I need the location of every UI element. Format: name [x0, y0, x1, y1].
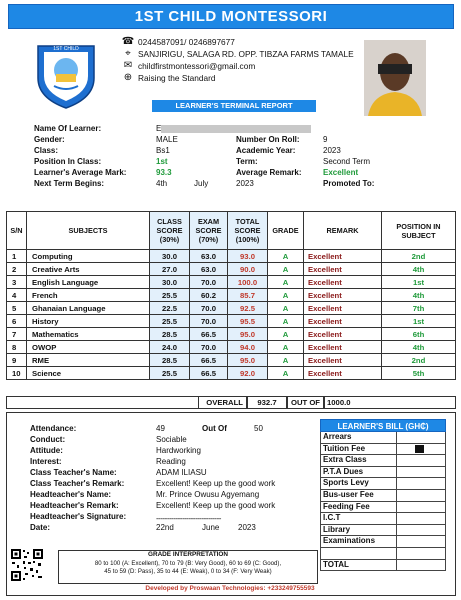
row-subject: History — [27, 315, 150, 328]
row-subject: French — [27, 289, 150, 302]
row-exam-score: 66.5 — [190, 328, 228, 341]
row-class-score: 30.0 — [150, 250, 190, 263]
exam-score-header: EXAM SCORE (70%) — [190, 212, 228, 250]
row-class-score: 25.5 — [150, 367, 190, 380]
row-subject: Computing — [27, 250, 150, 263]
name-label: Name Of Learner: — [34, 124, 102, 133]
row-exam-score: 60.2 — [190, 289, 228, 302]
bill-item-label: Arrears — [321, 432, 397, 443]
row-position: 4th — [382, 341, 456, 354]
row-grade: A — [268, 341, 304, 354]
row-sn: 6 — [7, 315, 27, 328]
row-exam-score: 63.0 — [190, 250, 228, 263]
number-on-roll-value: 9 — [323, 135, 328, 144]
row-remark: Excellent — [304, 367, 382, 380]
row-class-score: 25.5 — [150, 289, 190, 302]
row-position: 4th — [382, 263, 456, 276]
location-pin-icon: ⌖ — [125, 48, 131, 59]
bill-row — [320, 502, 446, 514]
bill-item-amount — [397, 560, 445, 571]
row-position: 1st — [382, 315, 456, 328]
bill-item-amount — [397, 525, 445, 536]
bill-row — [320, 467, 446, 479]
row-subject: OWOP — [27, 341, 150, 354]
scores-table — [6, 211, 456, 380]
grade-interpretation-line2: 45 to 59 (D: Pass), 35 to 44 (E: Weak), 0 to 34 (F: Very Weak) — [104, 568, 272, 575]
row-grade: A — [268, 263, 304, 276]
table-row — [7, 341, 456, 354]
bill-item-label: Extra Class — [321, 455, 397, 466]
teacher-remark-value: Excellent! Keep up the good work — [156, 479, 276, 488]
row-total-score: 85.7 — [228, 289, 268, 302]
row-sn: 4 — [7, 289, 27, 302]
row-position: 5th — [382, 367, 456, 380]
bill-item-label: TOTAL — [321, 560, 397, 571]
school-phone: 0244587091/ 0246897677 — [138, 37, 235, 47]
row-remark: Excellent — [304, 263, 382, 276]
number-on-roll-label: Number On Roll: — [236, 135, 300, 144]
row-exam-score: 70.0 — [190, 315, 228, 328]
bill-item-amount — [397, 455, 445, 466]
school-email: childfirstmontessori@gmail.com — [138, 61, 256, 71]
report-title-banner: LEARNER'S TERMINAL REPORT — [152, 100, 316, 112]
learner-info — [34, 124, 444, 190]
table-row — [7, 250, 456, 263]
academic-year-value: 2023 — [323, 146, 341, 155]
row-remark: Excellent — [304, 341, 382, 354]
bill-item-label: I.C.T — [321, 513, 397, 524]
date-month: June — [202, 523, 220, 532]
out-of-value: 1000.0 — [324, 396, 456, 409]
table-row — [7, 315, 456, 328]
table-row — [7, 302, 456, 315]
bill-item-amount — [397, 490, 445, 501]
row-class-score: 22.5 — [150, 302, 190, 315]
svg-text:1ST CHILD: 1ST CHILD — [53, 46, 79, 52]
row-subject: Science — [27, 367, 150, 380]
row-position: 2nd — [382, 354, 456, 367]
remark-header: REMARK — [304, 212, 382, 250]
gender-label: Gender: — [34, 135, 65, 144]
signature-label: Headteacher's Signature: — [30, 512, 127, 521]
row-remark: Excellent — [304, 315, 382, 328]
overall-label: OVERALL — [198, 396, 247, 409]
bill-item-amount — [397, 444, 445, 455]
table-row — [7, 289, 456, 302]
learner-name-initial: E — [156, 124, 162, 133]
bill-item-amount — [397, 432, 445, 443]
total-score-header: TOTAL SCORE (100%) — [228, 212, 268, 250]
bill-row — [320, 548, 446, 560]
bill-row — [320, 444, 446, 456]
bill-item-amount — [397, 478, 445, 489]
table-row — [7, 328, 456, 341]
bill-item-label: P.T.A Dues — [321, 467, 397, 478]
developer-footer: Developed by Proswaan Technologies: +233249755593 — [145, 585, 315, 592]
bill-item-amount — [397, 502, 445, 513]
position-label: Position In Class: — [34, 157, 102, 166]
qr-code — [10, 548, 44, 582]
row-position: 4th — [382, 289, 456, 302]
table-row — [7, 263, 456, 276]
bill-item-label: Tuition Fee — [321, 444, 397, 455]
row-total-score: 94.0 — [228, 341, 268, 354]
overall-row — [6, 396, 456, 409]
bill-title: LEARNER'S BILL (GH₵) — [320, 419, 446, 432]
row-exam-score: 66.5 — [190, 354, 228, 367]
row-exam-score: 70.0 — [190, 302, 228, 315]
average-remark-value: Excellent — [323, 168, 359, 177]
row-remark: Excellent — [304, 302, 382, 315]
table-row — [7, 367, 456, 380]
row-sn: 2 — [7, 263, 27, 276]
row-class-score: 28.5 — [150, 328, 190, 341]
bill-item-label — [321, 548, 397, 559]
interest-label: Interest: — [30, 457, 62, 466]
school-motto: Raising the Standard — [138, 73, 216, 83]
subjects-header: SUBJECTS — [27, 212, 150, 250]
next-term-label: Next Term Begins: — [34, 179, 105, 188]
row-position: 2nd — [382, 250, 456, 263]
bill-item-label: Examinations — [321, 536, 397, 547]
overall-spacer — [6, 396, 198, 409]
phone-icon: ☎ — [121, 36, 135, 47]
class-score-header: CLASS SCORE (30%) — [150, 212, 190, 250]
position-value: 1st — [156, 157, 168, 166]
row-total-score: 90.0 — [228, 263, 268, 276]
row-total-score: 95.0 — [228, 354, 268, 367]
table-row — [7, 354, 456, 367]
row-sn: 10 — [7, 367, 27, 380]
row-class-score: 24.0 — [150, 341, 190, 354]
row-grade: A — [268, 328, 304, 341]
grade-interpretation-title: GRADE INTERPRETATION — [147, 551, 228, 558]
amount-redaction — [415, 445, 424, 453]
row-total-score: 92.5 — [228, 302, 268, 315]
row-class-score: 25.5 — [150, 315, 190, 328]
conduct-section — [30, 424, 320, 534]
attitude-label: Attitude: — [30, 446, 63, 455]
bill-row — [320, 536, 446, 548]
row-grade: A — [268, 367, 304, 380]
grade-interpretation-line1: 80 to 100 (A: Excellent), 70 to 79 (B: Very Good), 60 to 69 (C: Good), — [94, 559, 282, 567]
bill-item-label: Feeding Fee — [321, 502, 397, 513]
class-value: Bs1 — [156, 146, 170, 155]
learners-bill — [320, 419, 446, 571]
row-total-score: 100.0 — [228, 276, 268, 289]
teacher-name-value: ADAM ILIASU — [156, 468, 207, 477]
attendance-label: Attendance: — [30, 424, 77, 433]
head-remark-label: Headteacher's Remark: — [30, 501, 119, 510]
head-name-label: Headteacher's Name: — [30, 490, 112, 499]
grade-interpretation — [58, 550, 318, 584]
bill-row — [320, 432, 446, 444]
conduct-label: Conduct: — [30, 435, 66, 444]
row-class-score: 28.5 — [150, 354, 190, 367]
social-icons: ⊕ — [123, 72, 133, 83]
row-sn: 9 — [7, 354, 27, 367]
row-sn: 1 — [7, 250, 27, 263]
signature-line: ------------------------------ — [156, 514, 221, 523]
attendance-out-of-label: Out Of — [202, 424, 227, 433]
row-grade: A — [268, 250, 304, 263]
promoted-to-label: Promoted To: — [323, 179, 375, 188]
gender-value: MALE — [156, 135, 178, 144]
date-label: Date: — [30, 523, 51, 532]
attendance-out-of-value: 50 — [254, 424, 263, 433]
row-total-score: 95.5 — [228, 315, 268, 328]
next-term-day: 4th — [156, 179, 168, 188]
row-grade: A — [268, 276, 304, 289]
teacher-name-label: Class Teacher's Name: — [30, 468, 117, 477]
row-grade: A — [268, 289, 304, 302]
bill-item-amount — [397, 548, 445, 559]
row-grade: A — [268, 354, 304, 367]
row-total-score: 95.0 — [228, 328, 268, 341]
row-position: 6th — [382, 328, 456, 341]
row-class-score: 30.0 — [150, 276, 190, 289]
bill-row — [320, 525, 446, 537]
email-icon: ✉ — [123, 60, 133, 71]
school-address: SANJIRIGU, SALAGA RD. OPP. TIBZAA FARMS TAMALE — [138, 49, 354, 59]
sn-header: S/N — [7, 212, 27, 250]
out-of-label: OUT OF — [287, 396, 324, 409]
name-redaction — [161, 125, 311, 133]
row-subject: Ghanaian Language — [27, 302, 150, 315]
row-subject: RME — [27, 354, 150, 367]
position-header: POSITION IN SUBJECT — [382, 212, 456, 250]
row-position: 1st — [382, 276, 456, 289]
teacher-remark-label: Class Teacher's Remark: — [30, 479, 125, 488]
bill-row — [320, 560, 446, 572]
term-label: Term: — [236, 157, 258, 166]
row-remark: Excellent — [304, 250, 382, 263]
head-name-value: Mr. Prince Owusu Agyemang — [156, 490, 260, 499]
average-label: Learner's Average Mark: — [34, 168, 127, 177]
row-subject: English Language — [27, 276, 150, 289]
row-exam-score: 63.0 — [190, 263, 228, 276]
bill-row — [320, 478, 446, 490]
class-label: Class: — [34, 146, 59, 155]
row-remark: Excellent — [304, 276, 382, 289]
bill-item-label: Library — [321, 525, 397, 536]
average-remark-label: Average Remark: — [236, 168, 302, 177]
row-class-score: 27.0 — [150, 263, 190, 276]
row-sn: 8 — [7, 341, 27, 354]
school-crest-logo — [34, 40, 98, 110]
row-remark: Excellent — [304, 354, 382, 367]
row-grade: A — [268, 302, 304, 315]
next-term-month: July — [194, 179, 209, 188]
bill-row — [320, 513, 446, 525]
row-remark: Excellent — [304, 289, 382, 302]
bill-item-amount — [397, 467, 445, 478]
row-exam-score: 66.5 — [190, 367, 228, 380]
row-exam-score: 70.0 — [190, 341, 228, 354]
bill-item-label: Sports Levy — [321, 478, 397, 489]
date-year: 2023 — [238, 523, 256, 532]
grade-header: GRADE — [268, 212, 304, 250]
term-value: Second Term — [323, 157, 370, 166]
learner-photo — [364, 40, 426, 116]
row-exam-score: 70.0 — [190, 276, 228, 289]
bill-item-amount — [397, 536, 445, 547]
date-day: 22nd — [156, 523, 174, 532]
row-sn: 3 — [7, 276, 27, 289]
row-subject: Creative Arts — [27, 263, 150, 276]
bill-row — [320, 490, 446, 502]
next-term-year: 2023 — [236, 179, 254, 188]
table-row — [7, 276, 456, 289]
academic-year-label: Academic Year: — [236, 146, 296, 155]
attendance-value: 49 — [156, 424, 165, 433]
row-sn: 7 — [7, 328, 27, 341]
row-sn: 5 — [7, 302, 27, 315]
learner-name — [156, 124, 311, 133]
row-position: 7th — [382, 302, 456, 315]
head-remark-value: Excellent! Keep up the good work — [156, 501, 276, 510]
conduct-value: Sociable — [156, 435, 187, 444]
overall-value: 932.7 — [247, 396, 287, 409]
school-name-header: 1ST CHILD MONTESSORI — [8, 4, 454, 29]
row-total-score: 93.0 — [228, 250, 268, 263]
row-remark: Excellent — [304, 328, 382, 341]
interest-value: Reading — [156, 457, 186, 466]
row-total-score: 92.0 — [228, 367, 268, 380]
attitude-value: Hardworking — [156, 446, 201, 455]
row-subject: Mathematics — [27, 328, 150, 341]
average-value: 93.3 — [156, 168, 172, 177]
bill-row — [320, 455, 446, 467]
row-grade: A — [268, 315, 304, 328]
bill-item-label: Bus-user Fee — [321, 490, 397, 501]
contact-block — [118, 36, 368, 84]
bill-item-amount — [397, 513, 445, 524]
